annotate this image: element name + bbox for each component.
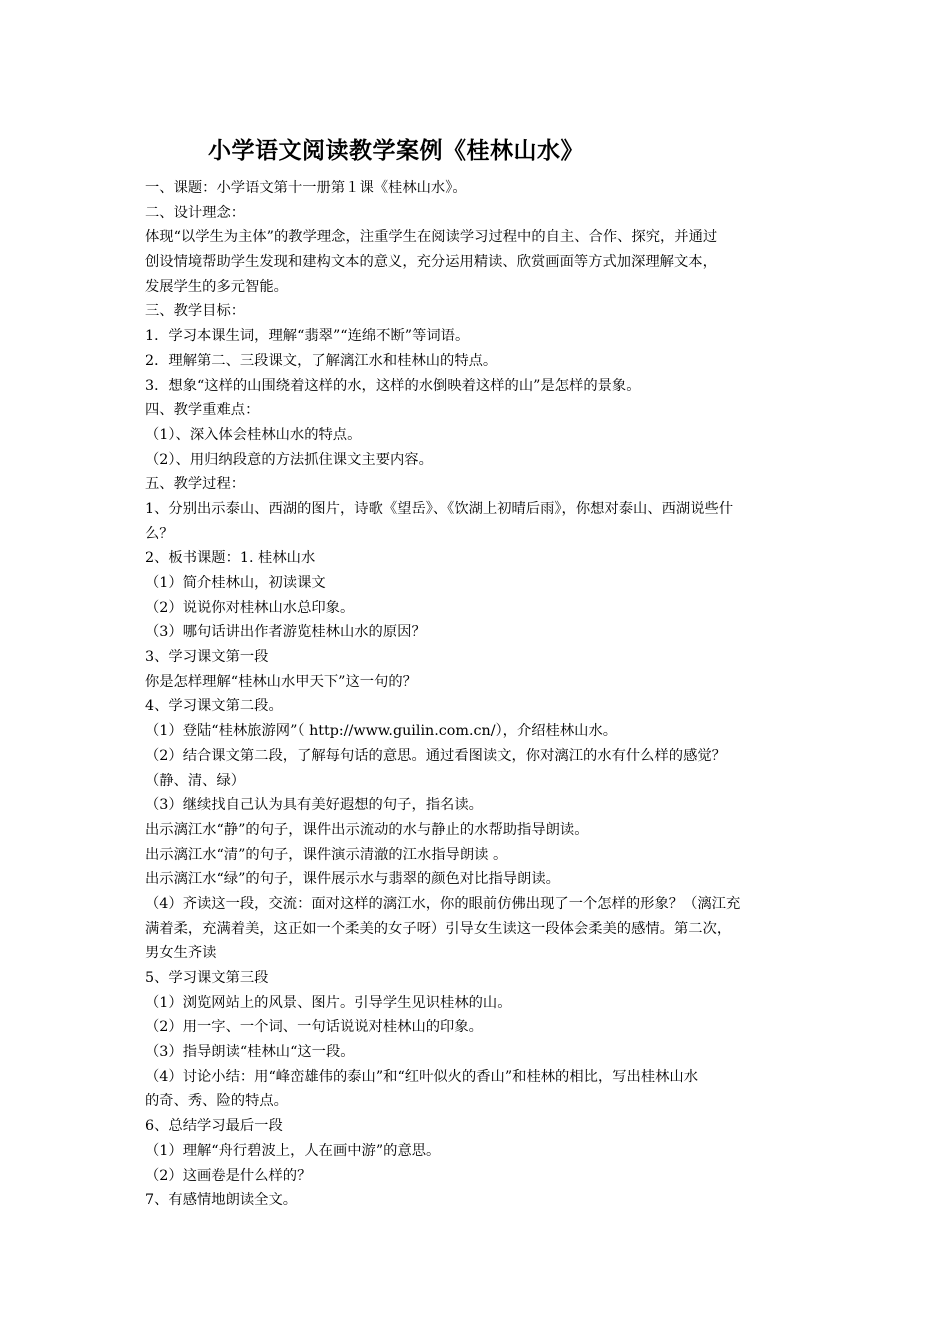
text-line: 出示漓江水“绿”的句子，课件展示水与翡翠的颜色对比指导朗读。 [145, 871, 560, 888]
text-line: 五、教学过程： [145, 476, 246, 493]
text-line: 2、板书课题：1. 桂林山水 [145, 550, 316, 567]
text-line: 4、学习课文第二段。 [145, 698, 283, 715]
text-line: 创设情境帮助学生发现和建构文本的意义，充分运用精读、欣赏画面等方式加深理解文本， [145, 254, 717, 271]
text-line: 一、课题：小学语文第十一册第１课《桂林山水》。 [145, 180, 467, 196]
text-line: 四、教学重难点： [145, 402, 260, 419]
text-line: 7、有感情地朗读全文。 [145, 1192, 298, 1209]
text-line: （2）、用归纳段意的方法抓住课文主要内容。 [145, 451, 433, 468]
text-line: （2）这画卷是什么样的？ [145, 1167, 312, 1184]
text-line: 出示漓江水“清”的句子，课件演示清澈的江水指导朗读 。 [145, 846, 508, 863]
text-line: 3、学习课文第一段 [145, 649, 269, 666]
text-line: （1）登陆“桂林旅游网”（ http://www.guilin.com.cn/），介绍桂林山水。 [145, 723, 618, 740]
text-line: （4）齐读这一段，交流：面对这样的漓江水，你的眼前仿佛出现了一个怎样的形象？（漓江充 [145, 895, 741, 912]
text-line: （1）简介桂林山，初读课文 [145, 575, 326, 591]
text-line: 出示漓江水“静”的句子，课件出示流动的水与静止的水帮助指导朗读。 [145, 821, 589, 838]
document-title: 小学语文阅读教学案例《桂林山水》 [208, 137, 584, 164]
text-line: （2）结合课文第二段，了解每句话的意思。通过看图读文，你对漓江的水有什么样的感觉？ [145, 747, 726, 764]
text-line: （4）讨论小结：用“峰峦雄伟的泰山”和“红叶似火的香山”和桂林的相比，写出桂林山水 [145, 1068, 699, 1085]
text-line: （1）理解“舟行碧波上，人在画中游”的意思。 [145, 1142, 441, 1159]
text-line: （1）、深入体会桂林山水的特点。 [145, 426, 362, 443]
text-line: 2．理解第二、三段课文，了解漓江水和桂林山的特点。 [145, 352, 498, 369]
text-line: 三、教学目标： [145, 303, 246, 320]
text-line: （3）继续找自己认为具有美好遐想的句子，指名读。 [145, 797, 483, 814]
text-line: （2）说说你对桂林山水总印象。 [145, 599, 355, 616]
text-line: （1）浏览网站上的风景、图片。引导学生见识桂林的山。 [145, 994, 512, 1011]
text-line: （静、清、绿） [145, 772, 246, 789]
text-line: 5、学习课文第三段 [145, 970, 269, 986]
text-line: 满着柔，充满着美，这正如一个柔美的女子呀）引导女生读这一段体会柔美的感情。第二次， [145, 920, 732, 937]
text-line: （3）指导朗读“桂林山“这一段。 [145, 1044, 355, 1061]
text-line: 6、总结学习最后一段 [145, 1118, 283, 1135]
text-line: 男女生齐读 [145, 945, 217, 962]
text-line: 你是怎样理解“桂林山水甲天下”这一句的？ [145, 673, 417, 690]
text-line: 1、分别出示泰山、西湖的图片，诗歌《望岳》、《饮湖上初晴后雨》，你想对泰山、西湖说些什 [145, 500, 734, 517]
text-line: （3）哪句话讲出作者游览桂林山水的原因？ [145, 624, 426, 641]
text-line: 的奇、秀、险的特点。 [145, 1093, 288, 1110]
document-body [145, 176, 810, 1213]
text-line: 发展学生的多元智能。 [145, 278, 288, 295]
text-line: 1．学习本课生词，理解“翡翠”“连绵不断”等词语。 [145, 328, 470, 345]
text-line: 二、设计理念： [145, 204, 246, 221]
text-line: 体现“以学生为主体”的教学理念，注重学生在阅读学习过程中的自主、合作、探究，并通过 [145, 229, 718, 246]
text-line: 么？ [145, 525, 174, 542]
text-line: 3．想象“这样的山围绕着这样的水，这样的水倒映着这样的山”是怎样的景象。 [145, 377, 641, 394]
text-line: （2）用一字、一个词、一句话说说对桂林山的印象。 [145, 1019, 483, 1036]
